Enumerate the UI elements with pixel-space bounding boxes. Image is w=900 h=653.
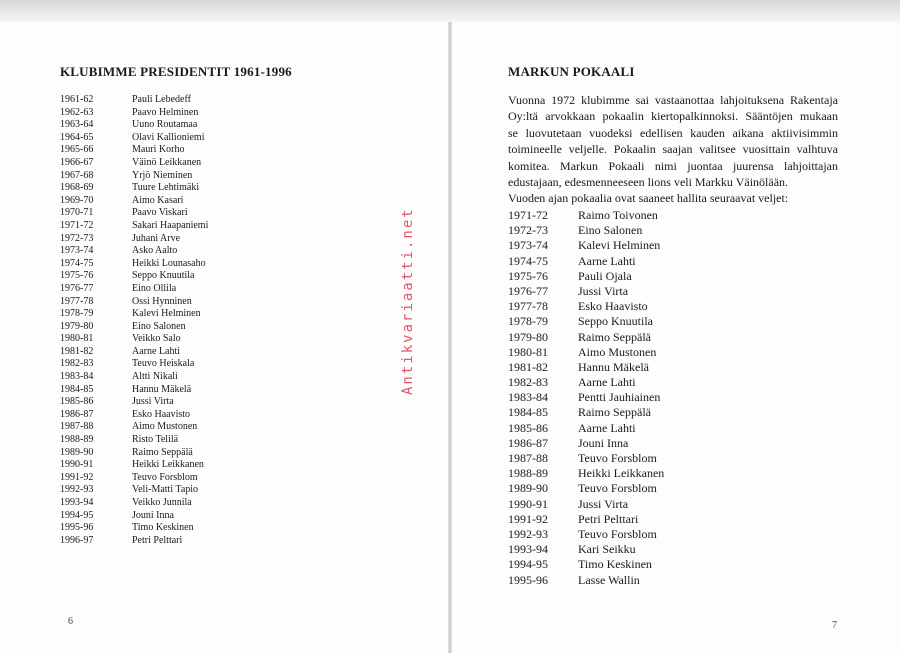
president-row <box>60 296 242 309</box>
intro-line: Vuoden ajan pokaalia ovat saaneet hallita seuraavat veljet: <box>508 191 789 206</box>
president-term-years: 1966-67 <box>60 156 94 168</box>
president-term-years: 1988-89 <box>60 434 94 446</box>
president-name: Eino Ollila <box>132 282 177 294</box>
winner-season-years: 1974-75 <box>508 253 548 268</box>
president-name: Aarne Lahti <box>132 345 181 357</box>
pokaali-intro-paragraph <box>508 92 838 207</box>
president-row <box>60 484 242 497</box>
president-term-years: 1986-87 <box>60 408 94 420</box>
winner-name: Teuvo Forsblom <box>578 526 657 541</box>
president-row <box>60 459 242 472</box>
president-term-years: 1985-86 <box>60 396 94 408</box>
president-term-years: 1989-90 <box>60 446 94 458</box>
president-name: Timo Keskinen <box>132 522 194 534</box>
winner-season-years: 1978-79 <box>508 314 548 329</box>
winner-row <box>508 557 708 572</box>
intro-line: se luovutetaan vuodeksi edellisen kauden aikana aktiivisimmin <box>508 125 838 140</box>
intro-line: komitea. Markun Pokaali nimi juontaa juurensa lahjoittajan <box>508 158 838 173</box>
president-term-years: 1975-76 <box>60 270 94 282</box>
president-row <box>60 195 242 208</box>
winner-name: Petri Pelttari <box>578 511 639 526</box>
president-row <box>60 522 242 535</box>
president-term-years: 1976-77 <box>60 282 94 294</box>
president-term-years: 1990-91 <box>60 459 94 471</box>
president-name: Mauri Korho <box>132 144 185 156</box>
winner-season-years: 1991-92 <box>508 511 548 526</box>
president-name: Jouni Inna <box>132 509 174 521</box>
winner-season-years: 1971-72 <box>508 208 548 222</box>
winner-season-years: 1984-85 <box>508 405 548 420</box>
winner-row <box>508 542 708 557</box>
winner-row <box>508 421 708 436</box>
president-name: Ossi Hynninen <box>132 295 192 307</box>
president-term-years: 1992-93 <box>60 484 94 496</box>
president-row <box>60 233 242 246</box>
president-term-years: 1970-71 <box>60 207 94 219</box>
president-name: Sakari Haapaniemi <box>132 219 209 231</box>
winner-season-years: 1972-73 <box>508 223 548 238</box>
winner-name: Kalevi Helminen <box>578 238 661 253</box>
president-name: Seppo Knuutila <box>132 270 195 282</box>
president-term-years: 1969-70 <box>60 194 94 206</box>
president-term-years: 1981-82 <box>60 345 94 357</box>
president-name: Teuvo Heiskala <box>132 358 195 370</box>
president-term-years: 1967-68 <box>60 169 94 181</box>
president-name: Asko Aalto <box>132 245 178 257</box>
winner-row <box>508 223 708 238</box>
president-name: Olavi Kallioniemi <box>132 131 205 143</box>
president-term-years: 1984-85 <box>60 383 94 395</box>
president-row <box>60 358 242 371</box>
president-row <box>60 333 242 346</box>
winner-season-years: 1975-76 <box>508 268 548 283</box>
winner-season-years: 1980-81 <box>508 344 548 359</box>
president-term-years: 1968-69 <box>60 182 94 194</box>
winner-name: Aarne Lahti <box>578 375 636 390</box>
winner-name: Heikki Leikkanen <box>578 466 665 481</box>
president-name: Teuvo Forsblom <box>132 471 198 483</box>
presidents-list <box>60 94 242 547</box>
winner-season-years: 1982-83 <box>508 375 548 390</box>
president-term-years: 1978-79 <box>60 308 94 320</box>
winner-row <box>508 451 708 466</box>
president-term-years: 1961-62 <box>60 94 94 105</box>
intro-line: toimineelle veljelle. Pokaalin saajan valitsee vuosittain valhtuva <box>508 142 838 157</box>
intro-line: Oy:ltä arvokkaan pokaalin kiertopalkinnoksi. Sääntöjen mukaan <box>508 109 838 124</box>
president-row <box>60 421 242 434</box>
president-name: Veli-Matti Tapio <box>132 484 199 496</box>
president-term-years: 1987-88 <box>60 421 94 433</box>
president-row <box>60 384 242 397</box>
president-row <box>60 107 242 120</box>
president-name: Jussi Virta <box>132 396 174 408</box>
president-name: Pauli Lebedeff <box>132 94 191 105</box>
president-name: Petri Pelttari <box>132 534 183 546</box>
winner-name: Lasse Wallin <box>578 572 640 587</box>
president-name: Altti Nikali <box>132 371 178 383</box>
winner-season-years: 1983-84 <box>508 390 548 405</box>
winner-name: Aimo Mustonen <box>578 344 657 359</box>
winner-name: Aarne Lahti <box>578 253 636 268</box>
winner-name: Hannu Mäkelä <box>578 359 649 374</box>
president-term-years: 1979-80 <box>60 320 94 332</box>
president-name: Heikki Leikkanen <box>132 459 204 471</box>
president-row <box>60 119 242 132</box>
president-name: Yrjö Nieminen <box>132 169 193 181</box>
winner-row <box>508 299 708 314</box>
president-row <box>60 270 242 283</box>
president-term-years: 1977-78 <box>60 295 94 307</box>
president-term-years: 1973-74 <box>60 245 94 257</box>
president-row <box>60 245 242 258</box>
president-row <box>60 510 242 523</box>
winner-season-years: 1994-95 <box>508 557 548 572</box>
winner-name: Raimo Seppälä <box>578 405 651 420</box>
winner-name: Timo Keskinen <box>578 557 652 572</box>
president-row <box>60 371 242 384</box>
book-spine <box>448 22 452 653</box>
president-term-years: 1971-72 <box>60 219 94 231</box>
winner-row <box>508 284 708 299</box>
president-name: Hannu Mäkelä <box>132 383 192 395</box>
page-number-right: 7 <box>832 620 837 631</box>
intro-line: Vuonna 1972 klubimme sai vastaanottaa lahjoituksena Rakentaja <box>508 93 838 107</box>
winner-row <box>508 314 708 329</box>
president-name: Tuure Lehtimäki <box>132 182 200 194</box>
president-term-years: 1993-94 <box>60 497 94 508</box>
president-term-years: 1994-95 <box>60 509 94 521</box>
president-row <box>60 535 242 548</box>
winner-name: Jouni Inna <box>578 435 629 450</box>
winner-season-years: 1981-82 <box>508 359 548 374</box>
president-row <box>60 346 242 359</box>
president-term-years: 1982-83 <box>60 358 94 370</box>
president-term-years: 1995-96 <box>60 522 94 534</box>
winner-name: Kari Seikku <box>578 542 636 557</box>
president-term-years: 1983-84 <box>60 371 94 383</box>
winner-name: Pauli Ojala <box>578 268 632 283</box>
president-row <box>60 94 242 107</box>
winner-season-years: 1976-77 <box>508 283 548 298</box>
winner-name: Eino Salonen <box>578 223 643 238</box>
winner-name: Jussi Virta <box>578 283 629 298</box>
winner-season-years: 1977-78 <box>508 299 548 314</box>
president-row <box>60 182 242 195</box>
winner-row <box>508 238 708 253</box>
president-term-years: 1980-81 <box>60 333 94 345</box>
president-row <box>60 170 242 183</box>
president-term-years: 1991-92 <box>60 471 94 483</box>
president-row <box>60 434 242 447</box>
winner-name: Jussi Virta <box>578 496 629 511</box>
president-name: Kalevi Helminen <box>132 308 201 320</box>
president-name: Paavo Viskari <box>132 207 188 219</box>
winner-name: Esko Haavisto <box>578 299 648 314</box>
winner-name: Raimo Toivonen <box>578 208 658 222</box>
president-row <box>60 447 242 460</box>
president-row <box>60 283 242 296</box>
president-term-years: 1996-97 <box>60 534 94 546</box>
president-term-years: 1962-63 <box>60 106 94 118</box>
winner-row <box>508 345 708 360</box>
president-row <box>60 207 242 220</box>
page-number-left: 6 <box>68 616 73 627</box>
winner-season-years: 1986-87 <box>508 435 548 450</box>
winner-row <box>508 405 708 420</box>
pokaali-winners-list <box>508 208 708 588</box>
president-term-years: 1964-65 <box>60 131 94 143</box>
winner-season-years: 1985-86 <box>508 420 548 435</box>
president-name: Aimo Mustonen <box>132 421 198 433</box>
watermark-text: Antikvariaatti.net <box>400 207 416 395</box>
president-term-years: 1974-75 <box>60 257 94 269</box>
winner-name: Pentti Jauhiainen <box>578 390 661 405</box>
president-name: Aimo Kasari <box>132 194 184 206</box>
presidents-title: KLUBIMME PRESIDENTIT 1961-1996 <box>60 64 292 79</box>
winner-season-years: 1989-90 <box>508 481 548 496</box>
president-row <box>60 132 242 145</box>
winner-name: Aarne Lahti <box>578 420 636 435</box>
winner-name: Teuvo Forsblom <box>578 481 657 496</box>
winner-row <box>508 254 708 269</box>
president-name: Risto Telilä <box>132 434 179 446</box>
winner-row <box>508 497 708 512</box>
president-name: Veikko Salo <box>132 333 181 345</box>
winner-row <box>508 573 708 588</box>
president-row <box>60 220 242 233</box>
winner-row <box>508 269 708 284</box>
winner-season-years: 1987-88 <box>508 451 548 465</box>
president-row <box>60 396 242 409</box>
winner-row <box>508 527 708 542</box>
president-name: Eino Salonen <box>132 320 186 332</box>
president-term-years: 1972-73 <box>60 232 94 244</box>
winner-name: Teuvo Forsblom <box>578 451 657 465</box>
president-name: Veikko Junnila <box>132 497 192 508</box>
president-row <box>60 472 242 485</box>
president-row <box>60 321 242 334</box>
president-name: Raimo Seppälä <box>132 446 193 458</box>
president-name: Paavo Helminen <box>132 106 199 118</box>
president-name: Uuno Routamaa <box>132 119 198 131</box>
president-row <box>60 308 242 321</box>
scan-top-edge <box>0 0 900 22</box>
president-name: Heikki Lounasaho <box>132 257 206 269</box>
president-row <box>60 157 242 170</box>
winner-season-years: 1993-94 <box>508 542 548 557</box>
president-row <box>60 409 242 422</box>
winner-row <box>508 360 708 375</box>
president-row <box>60 144 242 157</box>
president-term-years: 1965-66 <box>60 144 94 156</box>
winner-row <box>508 436 708 451</box>
winner-name: Raimo Seppälä <box>578 329 651 344</box>
president-name: Esko Haavisto <box>132 408 191 420</box>
winner-row <box>508 390 708 405</box>
winner-season-years: 1990-91 <box>508 496 548 511</box>
winner-row <box>508 512 708 527</box>
winner-name: Seppo Knuutila <box>578 314 653 329</box>
winner-season-years: 1979-80 <box>508 329 548 344</box>
president-name: Väinö Leikkanen <box>132 156 202 168</box>
president-name: Juhani Arve <box>132 232 181 244</box>
president-row <box>60 497 242 510</box>
winner-row <box>508 466 708 481</box>
winner-row <box>508 481 708 496</box>
winner-row <box>508 375 708 390</box>
intro-line: edustajaan, edesmenneeseen lions veli Markku Väinölään. <box>508 175 789 190</box>
president-term-years: 1963-64 <box>60 119 94 131</box>
winner-season-years: 1992-93 <box>508 526 548 541</box>
winner-season-years: 1973-74 <box>508 238 548 253</box>
winner-season-years: 1995-96 <box>508 572 548 587</box>
winner-season-years: 1988-89 <box>508 466 548 481</box>
winner-row <box>508 330 708 345</box>
pokaali-title: MARKUN POKAALI <box>508 64 635 79</box>
president-row <box>60 258 242 271</box>
winner-row <box>508 208 708 223</box>
